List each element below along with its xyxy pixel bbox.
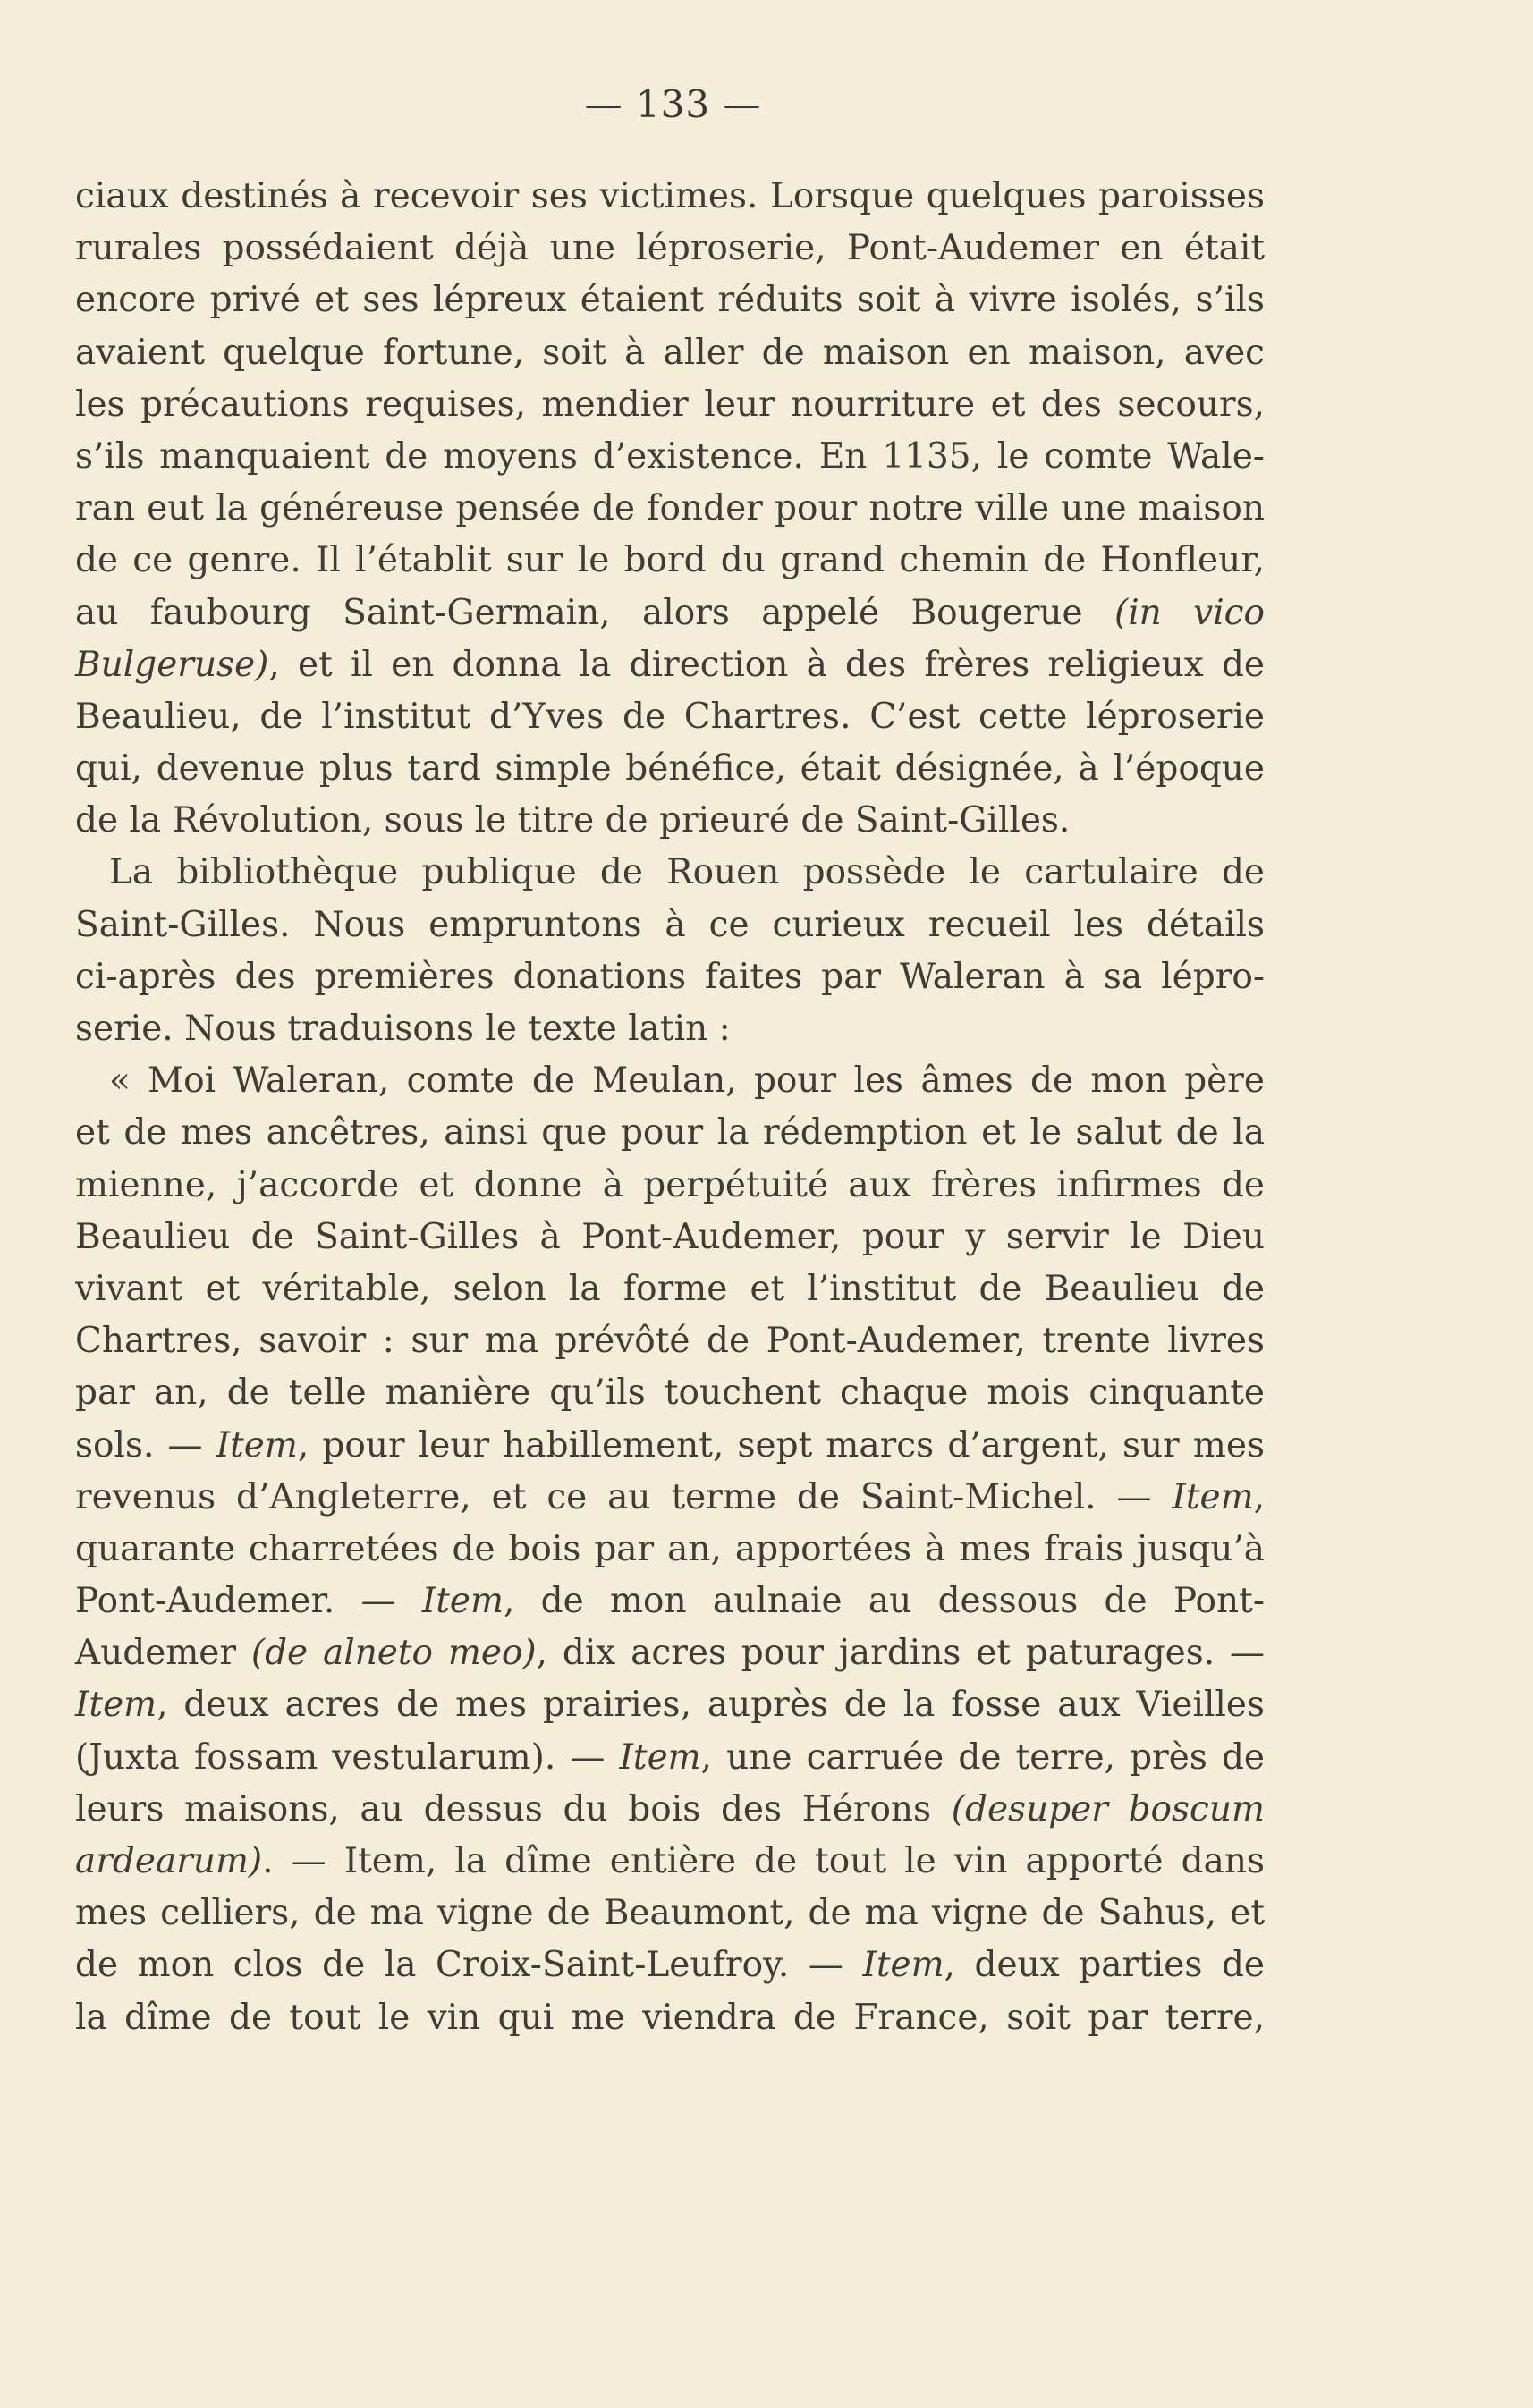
italic-segment: Item [216,1424,298,1466]
text-segment: Pont-Audemer. — [75,1581,422,1622]
text-segment: au faubourg Saint-Germain, alors appelé Bougerue [75,592,1114,633]
italic-segment: Item [1172,1476,1254,1517]
italic-segment: Item [75,1685,157,1726]
italic-segment: Item [619,1736,701,1778]
text-line: rurales possédaient déjà une léproserie, Pont-Audemer en était [75,228,1265,269]
text-line: de la Révolution, sous le titre de prieuré de Saint-Gilles. [75,800,1071,841]
text-line: la dîme de tout le vin qui me viendra de France, soit par terre, [75,1997,1265,2038]
text-line: et de mes ancêtres, ainsi que pour la rédemption et le salut de la [75,1112,1265,1153]
page-number: — 133 — [584,82,762,126]
text-line: encore privé et ses lépreux étaient réduits soit à vivre isolés, s’ils [75,280,1265,321]
text-line [75,1576,1265,1627]
text-line: « Moi Waleran, comte de Meulan, pour les âmes de mon père [109,1060,1265,1102]
text-line: qui, devenue plus tard simple bénéfice, était désignée, à l’époque [75,748,1265,790]
italic-segment: Item [862,1945,944,1986]
italic-segment: ardearum) [75,1841,263,1881]
text-segment: , et il en donna la direction à des frères religieux de [268,644,1265,685]
text-segment: . — Item, la dîme entière de tout le vin apporté dans [262,1841,1265,1881]
text-line [75,1472,1265,1524]
text-segment: de mon clos de la Croix-Saint-Leufroy. — [75,1945,863,1986]
text-segment: , deux acres de mes prairies, auprès de la fosse aux Vieilles [157,1685,1265,1726]
text-segment: , de mon aulnaie au dessous de Pont- [503,1581,1266,1622]
text-line [75,1627,1265,1679]
text-line: Beaulieu de Saint-Gilles à Pont-Audemer, pour y servir le Dieu [75,1216,1265,1257]
text-line: vivant et véritable, selon la forme et l’institut de Beaulieu de [75,1268,1265,1309]
text-line: de ce genre. Il l’établit sur le bord du grand chemin de Honfleur, [75,540,1265,581]
text-line: par an, de telle manière qu’ils touchent chaque mois cinquante [75,1373,1265,1414]
text-line: mienne, j’accorde et donne à perpétuité aux frères infirmes de [75,1164,1265,1205]
text-segment: (Juxta fossam vestularum). — [75,1736,620,1778]
text-line: serie. Nous traduisons le texte latin : [75,1009,731,1049]
text-segment: Audemer [75,1633,251,1674]
text-segment: , deux parties de [944,1945,1265,1986]
text-segment: , pour leur habillement, sept marcs d’argent, sur mes [297,1424,1265,1466]
text-segment: revenus d’Angleterre, et ce au terme de Saint-Michel. — [75,1476,1173,1517]
italic-segment: Item [421,1581,504,1622]
text-line: La bibliothèque publique de Rouen possède le cartulaire de [109,852,1265,893]
text-line: Chartres, savoir : sur ma prévôté de Pont-Audemer, trente livres [75,1321,1265,1362]
text-line [75,1784,1265,1836]
text-line: ci-après des premières donations faites par Waleran à sa lépro- [75,956,1265,997]
text-line [75,1939,1265,1991]
text-line: ciaux destinés à recevoir ses victimes. Lorsque quelques paroisses [75,176,1265,216]
text-line: Beaulieu, de l’institut d’Yves de Chartres. C’est cette léproserie [75,696,1265,737]
text-line [75,1836,1265,1888]
text-line: mes celliers, de ma vigne de Beaumont, de ma vigne de Sahus, et [75,1893,1265,1934]
text-segment: leurs maisons, au dessus du bois des Hérons [75,1788,952,1829]
text-line: Saint-Gilles. Nous empruntons à ce curieux recueil les détails [75,904,1265,945]
text-segment: , une carruée de terre, près de [700,1736,1266,1778]
text-line: s’ils manquaient de moyens d’existence. En 1135, le comte Wale- [75,435,1265,477]
text-line [75,1420,1265,1472]
text-segment: , [1253,1476,1265,1517]
text-line [75,587,1265,639]
italic-segment: Bulgeruse) [75,644,269,685]
text-line: les précautions requises, mendier leur nourriture et des secours, [75,384,1265,425]
text-segment: , dix acres pour jardins et paturages. — [536,1633,1265,1674]
italic-segment: (desuper boscum [951,1788,1265,1829]
text-line [75,1679,1265,1731]
italic-segment: (de alneto meo) [250,1633,537,1674]
text-line: quarante charretées de bois par an, apportées à mes frais jusqu’à [75,1528,1265,1569]
text-segment: sols. — [75,1424,216,1466]
text-line [75,1732,1265,1784]
text-line: ran eut la généreuse pensée de fonder pour notre ville une maison [75,488,1265,529]
body-text [75,171,1265,2044]
text-line: avaient quelque fortune, soit à aller de maison en maison, avec [75,332,1265,373]
italic-segment: (in vico [1114,592,1266,633]
text-line [75,639,1265,691]
